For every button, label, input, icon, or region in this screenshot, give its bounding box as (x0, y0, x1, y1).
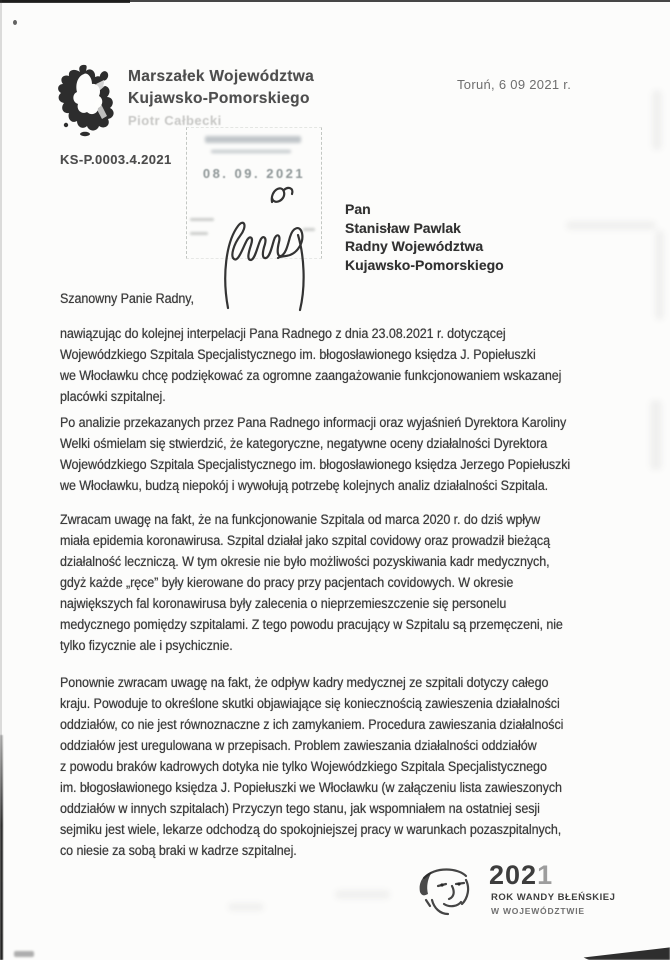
body-paragraph-3 (60, 509, 563, 656)
scan-smudge (228, 903, 264, 911)
footer-year-light: 1 (537, 860, 554, 890)
text-line: Po analizie przekazanych przez Pana Radnego informacji oraz wyjaśnień Dyrektora Karoliny (60, 415, 567, 430)
body-paragraph-1 (60, 323, 561, 407)
text-line: oddziałów jest uregulowana w przepisach. Problem zawieszania działalności oddziałów (60, 738, 537, 753)
text-line: Ponownie zwracam uwagę na fakt, że odpływ kadry medycznej ze szpitali dotyczy całego (60, 675, 549, 690)
scan-artifact-corner-shadow (580, 942, 670, 960)
coat-of-arms-eagle-icon (56, 62, 114, 138)
text-line: medycznego pomiędzy szpitalami. Z tego powodu pracujący w Szpitalu są przemęczeni, nie (60, 617, 563, 632)
stamp-illegible-mark (190, 232, 208, 235)
text-line: miała epidemia koronawirusa. Szpital działał jako szpital covidowy oraz prowadził bieżącą (60, 533, 550, 548)
body-paragraph-2 (60, 412, 570, 496)
text-line: Pan (345, 201, 371, 217)
text-line: tylko fizycznie ale i psychicznie. (60, 638, 233, 653)
footer-logo-subtitle: W WOJEWÓDZTWIE (491, 906, 585, 916)
body-paragraph-4 (60, 672, 563, 861)
text-line: z powodu braków kadrowych dotyka nie tylko Wojewódzkiego Szpitala Specjalistycznego (60, 759, 547, 774)
recipient-block (345, 200, 504, 274)
stamp-received-date: 08. 09. 2021 (202, 166, 306, 181)
text-line: we Włocławku, budzą niepokój i wywołują potrzebę kolejnych analiz działalności Szpitala. (60, 478, 549, 493)
scan-smudge (652, 90, 662, 150)
handwritten-signature (210, 180, 330, 315)
text-line: Stanisław Pawlak (345, 219, 461, 236)
scan-smudge (335, 890, 390, 899)
scan-artifact-bottom-mark (14, 951, 34, 957)
text-line: Wojewódzkiego Szpitala Specjalistycznego im. błogosławionego księdza J. Popiełuszki (60, 347, 536, 362)
text-line: Radny Województwa (345, 238, 484, 254)
stamp-illegible-text (205, 136, 301, 143)
text-line: Wojewódzkiego Szpitala Specjalistycznego im. błogosławionego księdza Jerzego Popiełuszki (60, 457, 571, 472)
sender-name-faint: Piotr Całbecki (128, 113, 222, 128)
text-line: placówki szpitalnej. (60, 389, 166, 404)
salutation-text: Szanowny Panie Radny, (60, 291, 194, 306)
reference-number: KS-P.0003.4.2021 (60, 152, 172, 167)
place-and-date: Toruń, 6 09 2021 r. (457, 77, 572, 92)
footer-logo-title: ROK WANDY BŁEŃSKIEJ (491, 892, 616, 903)
text-line: Kujawsko-Pomorskiego (345, 256, 504, 273)
text-line: działalność leczniczą. W tym okresie nie było możliwości pozyskiwania kadr medycznych, (60, 554, 550, 569)
text-line: oddziałów w innych szpitalach) Przyczyn tego stanu, jak wspomniałem na ostatniej sesji (60, 801, 540, 816)
scan-smudge (566, 221, 656, 230)
salutation (60, 288, 194, 309)
text-line: Zwracam uwagę na fakt, że na funkcjonowanie Szpitala od marca 2020 r. do dziś wpływ (60, 512, 541, 527)
sender-title-line2: Kujawsko-Pomorskiego (128, 90, 310, 107)
text-line: co niesie za sobą braki w kadrze szpitalnej. (60, 843, 297, 858)
text-line: kraju. Powoduje to określone skutki objawiające się koniecznością zawieszenia działalności (60, 696, 560, 711)
text-line: Welki ośmielam się stwierdzić, że kategoryczne, negatywne oceny działalności Dyrektora (60, 436, 548, 451)
text-line: gdyż każde „ręce” były kierowane do pracy przy pacjentach covidowych. W okresie (60, 575, 514, 590)
scan-artifact-top-edge-dark (0, 0, 130, 3)
text-line: sejmiku jest wiele, lekarze odchodzą do spokojniejszej pracy w warunkach pozaszpitalnych, (60, 822, 562, 837)
footer-year (489, 860, 553, 891)
text-line: oddziałów, co nie jest równoznaczne z ich zamykaniem. Procedura zawieszania działalności (60, 717, 564, 732)
sender-block (128, 66, 314, 132)
scan-smudge (655, 230, 664, 320)
text-line: we Włocławku chcę podziękować za ogromne zaangażowanie funkcjonowaniem wskazanej (60, 368, 562, 383)
stamp-illegible-rule (211, 150, 291, 153)
wanda-blenska-portrait-sketch-icon (414, 866, 478, 918)
text-line: im. błogosławionego księdza J. Popiełuszki we Włocławku (w załączeniu lista zawieszonych (60, 780, 562, 795)
text-line: nawiązując do kolejnej interpelacji Pana Radnego z dnia 23.08.2021 r. dotyczącej (60, 326, 506, 341)
footer-year-dark: 202 (489, 860, 538, 890)
scan-smudge (650, 400, 662, 470)
scan-artifact-left-edge-dark (0, 735, 3, 960)
sender-title-line1: Marszałek Województwa (128, 68, 315, 85)
text-line: największych fal koronawirusa były zalecenia o nieprzemieszczenie się personelu (60, 596, 507, 611)
scan-artifact-dot (13, 20, 17, 25)
